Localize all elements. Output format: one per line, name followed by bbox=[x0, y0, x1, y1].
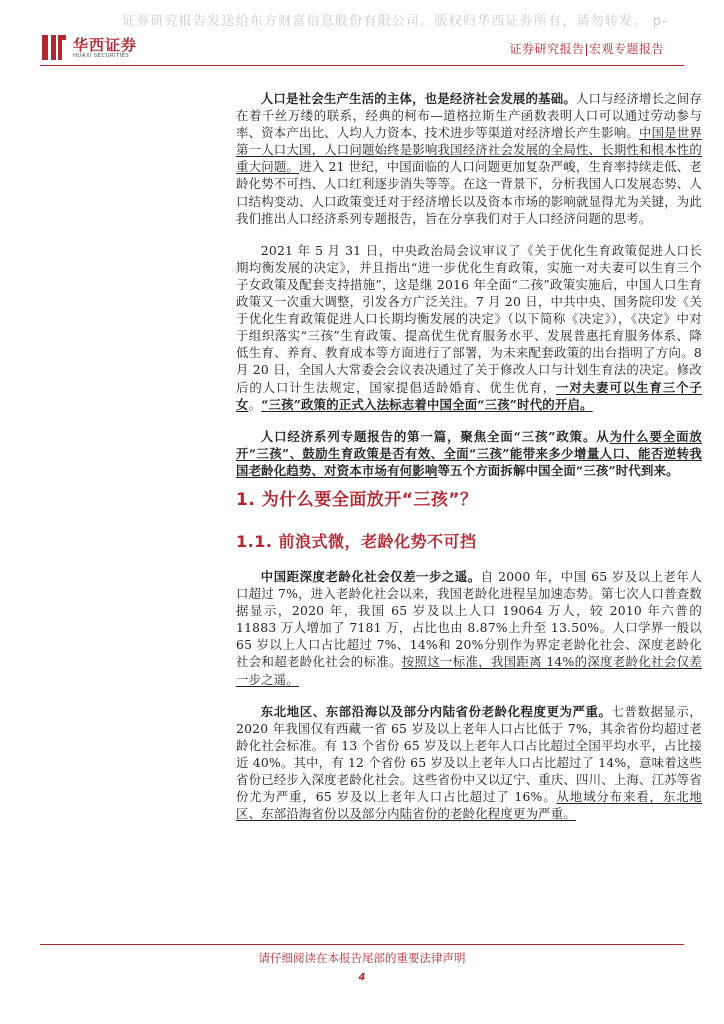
body-text: 。 bbox=[248, 396, 262, 412]
report-type-label: 证券研究报告|宏观专题报告 bbox=[509, 42, 664, 56]
body-text: 进入 21 世纪，中国面临的人口问题更加复杂严峻，生育率持续走低、老龄化势不可挡、人口红利逐步消失等等。在这一背景下，分析我国人口发展态势、人口结构变动、人口政策变迁对于经济增长以及资本市场的影响就显得尤为关键，为此我们推出人口经济系列专题报告，旨在分享我们对于人口经济问题的思考。 bbox=[236, 159, 702, 226]
intro-paragraph-1 bbox=[236, 90, 702, 227]
body-text: 七普数据显示，2020 年我国仅有西藏一省 65 岁及以上老年人口占比低于 7%，其余省份均超过老龄化社会标准。有 13 个省份 65 岁及以上老年人口占比超过全国平均水平，占比接近 40%。其中，有 12 个省份 65 岁及以上老年人口占比超过了 14%，意味着这些省份已经步入深度老龄化社会。这些省份中又以辽宁、重庆、四川、上海、江苏等省份尤为严重，65 岁及以上老年人口占比超过了 16%。 bbox=[236, 703, 703, 805]
section-heading-1-1: 1.1. 前浪式微，老龄化势不可挡 bbox=[236, 532, 477, 551]
header-divider bbox=[40, 65, 684, 66]
section-heading-1: 1. 为什么要全面放开“三孩”？ bbox=[236, 490, 478, 510]
logo-name-cn: 华西证券 bbox=[73, 36, 138, 54]
logo-name-en: HUAXI SECURITIES bbox=[73, 53, 130, 59]
body-text: 2021 年 5 月 31 日，中央政治局会议审议了《关于优化生育政策促进人口长期均衡发展的决定》，并且指出“进一步优化生育政策，实施一对夫妻可以生育三个子女政策及配套支持措施”，这是继 2016 年全面“二孩”政策实施后，中国人口生育政策又一次重大调整，引发各方广泛关注。7 月 20 日，中共中央、国务院印发《关于优化生育政策促进人口长期均衡发展的决定》（以下简称《决定》），《决定》中对于组织落实“三孩”生育政策、提高优生优育服务水平、发展普惠托育服务体系、降低生育、养育、教育成本等方面进行了部署，为未来配套政策的出台指明了方向。8 月 20 日，全国人大常委会会议表决通过了关于修改人口与计划生育法的决定。修改后的人口计生法规定，国家提倡适龄婚育、优生优育， bbox=[236, 242, 702, 395]
body-text: 人口与经济增长之间存在着千丝万缕的联系，经典的柯布—道格拉斯生产函数表明人口可以通过劳动参与率、资本产出比、人均人力资本、技术进步等渠道对经济增长产生影响。 bbox=[236, 91, 702, 141]
company-logo bbox=[40, 32, 150, 64]
underlined-text: 按照这一标准，我国距离 14%的深度老龄化社会仅差一步之遥。 bbox=[236, 654, 702, 687]
huaxi-logo-icon bbox=[40, 32, 68, 62]
underlined-text: 从地域分布来看，东北地区、东部沿海省份以及部分内陆省份的老龄化程度更为严重。 bbox=[236, 789, 702, 822]
bold-lead: 人口是社会生产生活的主体，也是经济社会发展的基础。 bbox=[260, 91, 576, 106]
bold-text: 等五个方面拆解中国全面“三孩”时代到来。 bbox=[437, 462, 679, 478]
intro-paragraph-2 bbox=[236, 242, 702, 413]
underlined-text: 中国是世界第一人口大国，人口问题始终是影响我国经济社会发展的全局性、长期性和根本性的重大问题。 bbox=[236, 125, 702, 175]
body-section bbox=[236, 568, 702, 822]
legal-notice: 请仔细阅读在本报告尾部的重要法律声明 bbox=[258, 951, 466, 965]
bold-underlined-text: 为什么要全面放开“三孩”、鼓励生育政策是否有效、全面“三孩”能带来多少增量人口、能否逆转我国老龄化趋势、对资本市场有何影响 bbox=[236, 428, 702, 478]
body-paragraph-1 bbox=[236, 568, 702, 688]
body-text: 自 2000 年，中国 65 岁及以上老年人口超过 7%，进入老龄化社会以来，我国老龄化进程呈加速态势。第七次人口普查数据显示，2020 年，我国 65 岁及以上人口 19064 万人，较 2010 年六普的 11883 万人增加了 7181 万，占比也由 8.87%上升至 13.50%。人口学界一般以 65 岁以上人口占比超过 7%、14%和 20%分别作为界定老龄化社会、深度老龄化社会和超老龄化社会的标准。 bbox=[236, 569, 702, 670]
bold-text: 人口经济系列专题报告的第一篇，聚焦全面“三孩”政策。从 bbox=[260, 428, 610, 444]
page-number: 4 bbox=[358, 972, 366, 983]
intro-paragraph-3 bbox=[236, 428, 702, 479]
bold-lead: 东北地区、东部沿海以及部分内陆省份老龄化程度更为严重。 bbox=[260, 703, 612, 719]
bold-lead: 中国距深度老龄化社会仅差一步之遥。 bbox=[260, 569, 481, 584]
footer-divider bbox=[40, 944, 684, 945]
bold-underlined-text: 一对夫妻可以生育三个子女 bbox=[236, 379, 702, 412]
intro-section bbox=[236, 90, 702, 479]
body-paragraph-2 bbox=[236, 703, 702, 823]
watermark: 证券研究报告发送给东方财富信息股份有限公司。版权归华西证券所有，请勿转发。 p- bbox=[122, 14, 669, 29]
bold-underlined-text: “三孩”政策的正式入法标志着中国全面“三孩”时代的开启。 bbox=[261, 396, 593, 412]
